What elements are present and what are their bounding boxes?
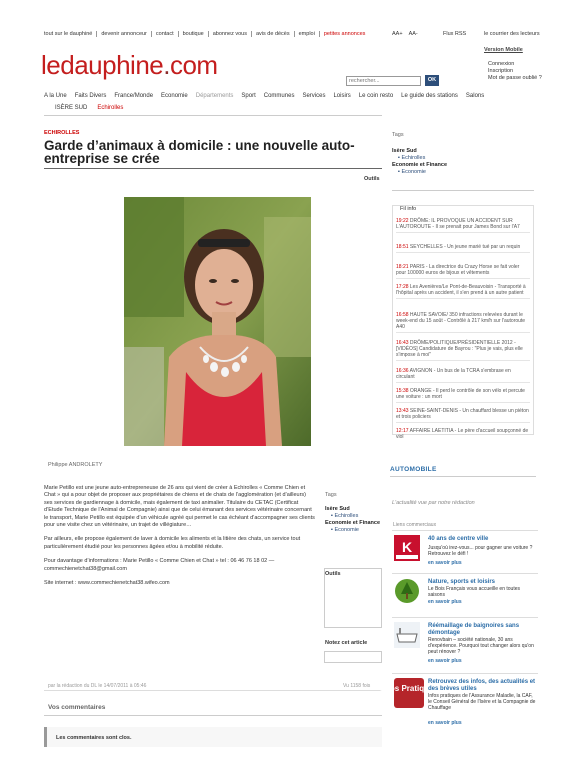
automobile-heading[interactable]: AUTOMOBILE bbox=[390, 466, 437, 473]
top-link[interactable]: tout sur le dauphiné bbox=[44, 31, 97, 37]
register-link[interactable]: Inscription bbox=[488, 68, 514, 74]
top-links bbox=[44, 31, 369, 37]
sponsored-links-label: Liens commerciaux bbox=[393, 522, 437, 528]
top-link[interactable]: contact bbox=[152, 31, 179, 37]
rss-link[interactable]: Flux RSS bbox=[443, 31, 467, 37]
article-photo bbox=[124, 197, 311, 446]
nav-item[interactable]: Le guide des stations bbox=[401, 93, 458, 99]
ad-description: Infos pratiques de l'Assurance Maladie, la CAF, le Conseil Général de l'Isère et la Compagnie de Chauffage bbox=[428, 693, 536, 712]
infos-pratiques-icon bbox=[380, 678, 438, 708]
ad-description: Jusqu'où irez-vous... pour gagner une voiture ? Retrouvez le défi ! bbox=[428, 545, 533, 558]
login-link[interactable]: Connexion bbox=[488, 61, 515, 67]
account-links bbox=[488, 61, 542, 82]
flash-item[interactable]: 13:43 SEINE-SAINT-DENIS - Un chauffard blesse un piéton et trois policiers bbox=[396, 408, 530, 423]
nav-item[interactable]: Le coin resto bbox=[358, 93, 394, 99]
ad-more-link[interactable]: en savoir plus bbox=[428, 560, 462, 566]
nature-icon bbox=[394, 578, 420, 604]
ad-title[interactable]: Nature, sports et loisirs bbox=[428, 579, 496, 585]
search-button[interactable]: OK bbox=[425, 75, 439, 86]
tag-item[interactable]: ▪ Economie bbox=[331, 527, 359, 533]
font-increase-button[interactable]: AA+ bbox=[392, 31, 403, 37]
forgot-password-link[interactable]: Mot de passe oublié ? bbox=[488, 75, 542, 81]
flash-item[interactable]: 16:43 DRÔME/POLITIQUE/PRÉSIDENTIELLE 2012 - [VIDÉOS] Candidature de Bayrou : "Plus je vais, plus elle s'impose à moi" bbox=[396, 340, 530, 361]
article-byline: par la rédaction du DL le 14/07/2011 à 05:46 bbox=[48, 683, 147, 689]
article-paragraph: Marie Petillo est une jeune auto-entrepreneuse de 26 ans qui vient de créer à Echirolles « Comme Chien et Chat » qui a pour objet de proposer aux propriétaires de chiens et de chats de l’agglomération (et d’ailleurs) ses services de gardiennage à domicile, mais également de taxi animalier. Titulaire du CETAC (Certificat d’Etude Technique de l’Animal de Compagnie) ainsi que de celui émanant des services vétérinaire concernant le transport, Marie Petillo est équipée d’un véhicule agréé qui permet le cas échéant d’accompagner ses clients pour une visite chez un vétérinaire, un trajet de villégiature… bbox=[44, 485, 315, 529]
article-paragraph: Pour davantage d’informations : Marie Petillo « Comme Chien et Chat » tel : 06 46 76 18 02 — commechienetchat38@gmail.com bbox=[44, 558, 275, 572]
nav-divider bbox=[44, 115, 382, 116]
rate-article-label: Notez cet article bbox=[325, 640, 368, 646]
ad-description: Le Bois Français vous accueille en toutes saisons bbox=[428, 586, 520, 599]
outils-box bbox=[324, 568, 382, 628]
flash-item[interactable]: 16:36 AVIGNON - Un bus de la TCRA s'embrase en circulant bbox=[396, 368, 530, 383]
tag-item[interactable]: ▪ Echirolles bbox=[331, 513, 359, 519]
ad-item[interactable] bbox=[380, 673, 538, 735]
ad-item[interactable] bbox=[392, 617, 538, 672]
comments-divider bbox=[44, 715, 382, 716]
inline-tags bbox=[325, 492, 385, 534]
top-link-petites-annonces[interactable]: petites annonces bbox=[323, 31, 366, 37]
right-divider bbox=[392, 190, 534, 191]
ad-item[interactable] bbox=[392, 530, 538, 572]
flash-item[interactable]: 12:17 AFFAIRE LAETITIA - Le père d'accueil soupçonné de viol bbox=[396, 428, 529, 440]
automobile-divider bbox=[390, 476, 536, 477]
bathtub-icon bbox=[394, 622, 420, 648]
font-size-controls bbox=[392, 31, 418, 37]
tag-group[interactable]: Isère Sud bbox=[325, 506, 350, 512]
top-link[interactable]: abonnez vous bbox=[209, 31, 252, 37]
flash-item[interactable]: 15:38 ORANGE - Il perd le contrôle de son vélo et percute une voiture : un mort bbox=[396, 388, 530, 403]
flash-item[interactable]: 19:22 DRÔME: IL PROVOQUE UN ACCIDENT SUR L'AUTOROUTE - Il se prenait pour James Bond sur l'A7 bbox=[396, 218, 530, 233]
top-link[interactable]: devenir annonceur bbox=[97, 31, 152, 37]
top-link[interactable]: emploi bbox=[295, 31, 320, 37]
nav-item[interactable]: France/Monde bbox=[114, 93, 154, 99]
ad-title[interactable]: Retrouvez des infos, des actualités et des brèves utiles bbox=[428, 679, 536, 692]
sub-nav bbox=[55, 105, 123, 111]
ad-title[interactable]: Réémaillage de baignoires sans démontage bbox=[428, 623, 520, 636]
comments-closed-text: Les commentaires sont clos. bbox=[56, 735, 132, 741]
ad-title[interactable]: 40 ans de centre ville bbox=[428, 536, 489, 542]
main-nav bbox=[44, 93, 484, 99]
outils-label[interactable]: Outils bbox=[364, 176, 380, 182]
title-divider bbox=[44, 168, 382, 169]
actu-label: L'actualité vue par notre rédaction bbox=[392, 500, 475, 506]
flash-item[interactable]: 16:58 HAUTE SAVOIE/ 350 infractions relevées durant le week-end du 15 août - Contrôlé à 217 km/h sur l'autoroute A40 bbox=[396, 312, 530, 333]
tag-item[interactable]: ▪ Echirolles bbox=[398, 155, 426, 161]
byline-divider bbox=[44, 690, 382, 691]
tag-item[interactable]: ▪ Economie bbox=[398, 169, 426, 175]
photo-credit: Philippe ANDROLETY bbox=[48, 462, 103, 468]
outils-box-label: Outils bbox=[325, 571, 341, 577]
site-logo[interactable] bbox=[41, 50, 218, 81]
logo-dot: . bbox=[163, 50, 170, 80]
mobile-version-link[interactable]: Version Mobile bbox=[484, 47, 523, 53]
tag-group[interactable]: Isère Sud bbox=[392, 148, 417, 154]
nav-item[interactable]: Services bbox=[302, 93, 326, 99]
font-decrease-button[interactable]: AA- bbox=[408, 31, 418, 37]
ad-more-link[interactable]: en savoir plus bbox=[428, 599, 462, 605]
article-body bbox=[44, 485, 316, 594]
nav-item[interactable]: Sport bbox=[241, 93, 256, 99]
courrier-link[interactable]: le courrier des lecteurs bbox=[484, 31, 540, 37]
tags-heading: Tags bbox=[325, 492, 337, 498]
svg-text:K: K bbox=[401, 539, 413, 555]
nav-item[interactable]: A la Une bbox=[44, 93, 67, 99]
right-tags-heading: Tags bbox=[392, 132, 404, 138]
ad-more-link[interactable]: en savoir plus bbox=[428, 658, 462, 664]
right-tags bbox=[392, 132, 534, 176]
logo-text: ledauphine bbox=[41, 50, 164, 80]
flash-item[interactable]: 18:51 SEYCHELLES - Un jeune marié tué par un requin bbox=[396, 244, 530, 253]
tag-group[interactable]: Economie et Finance bbox=[325, 520, 381, 526]
view-count: Vu 1158 fois bbox=[343, 683, 371, 689]
sub-nav-item[interactable]: ISÈRE SUD bbox=[55, 105, 88, 111]
tag-group[interactable]: Economie et Finance bbox=[392, 162, 448, 168]
nav-item-departements[interactable]: Départements bbox=[195, 93, 234, 99]
article-title: Garde d’animaux à domicile : une nouvelle auto-entreprise se crée bbox=[44, 138, 355, 166]
sub-nav-item-active[interactable]: Echirolles bbox=[97, 105, 124, 111]
logo-tld: com bbox=[169, 50, 218, 80]
article-category[interactable]: ECHIROLLES bbox=[44, 130, 80, 136]
top-link[interactable]: boutique bbox=[179, 31, 209, 37]
svg-text:Infos Pratiques: Infos Pratiques bbox=[380, 684, 438, 693]
ad-more-link[interactable]: en savoir plus bbox=[428, 720, 462, 726]
search-input[interactable] bbox=[346, 76, 421, 86]
nav-item[interactable]: Faits Divers bbox=[74, 93, 107, 99]
nav-item[interactable]: Economie bbox=[161, 93, 188, 99]
flash-heading: Fil info bbox=[400, 206, 417, 212]
comments-title: Vos commentaires bbox=[48, 704, 106, 711]
rating-widget[interactable] bbox=[324, 651, 382, 663]
nav-item[interactable]: Communes bbox=[263, 93, 295, 99]
nav-item[interactable]: Loisirs bbox=[333, 93, 351, 99]
article-paragraph: Site internet : www.commechienetchat38.wifeo.com bbox=[44, 580, 170, 587]
top-link[interactable]: avis de décès bbox=[252, 31, 295, 37]
flash-item[interactable]: 17:28 Les Avenières/Le Pont-de-Beauvoisin - Transporté à l'hôpital après un accident, il s'en prend à un autre patient bbox=[396, 284, 530, 299]
flash-item[interactable]: 18:21 PARIS - La directrice du Crazy Horse se fait voler pour 100000 euros de bijoux et vêtements bbox=[396, 264, 530, 279]
k-store-icon bbox=[394, 535, 420, 561]
ad-item[interactable] bbox=[392, 573, 538, 615]
ad-description: Renovbain – société nationale, 30 ans d'expérience. Pourquoi tout changer alors qu'on peut rénover ? bbox=[428, 637, 534, 656]
article-paragraph: Par ailleurs, elle propose également de laver à domicile les aliments et la litière des chats, un service tout particulièrement étudié pour les personnes âgées et/ou à mobilité réduite. bbox=[44, 536, 301, 550]
nav-item[interactable]: Salons bbox=[465, 93, 485, 99]
